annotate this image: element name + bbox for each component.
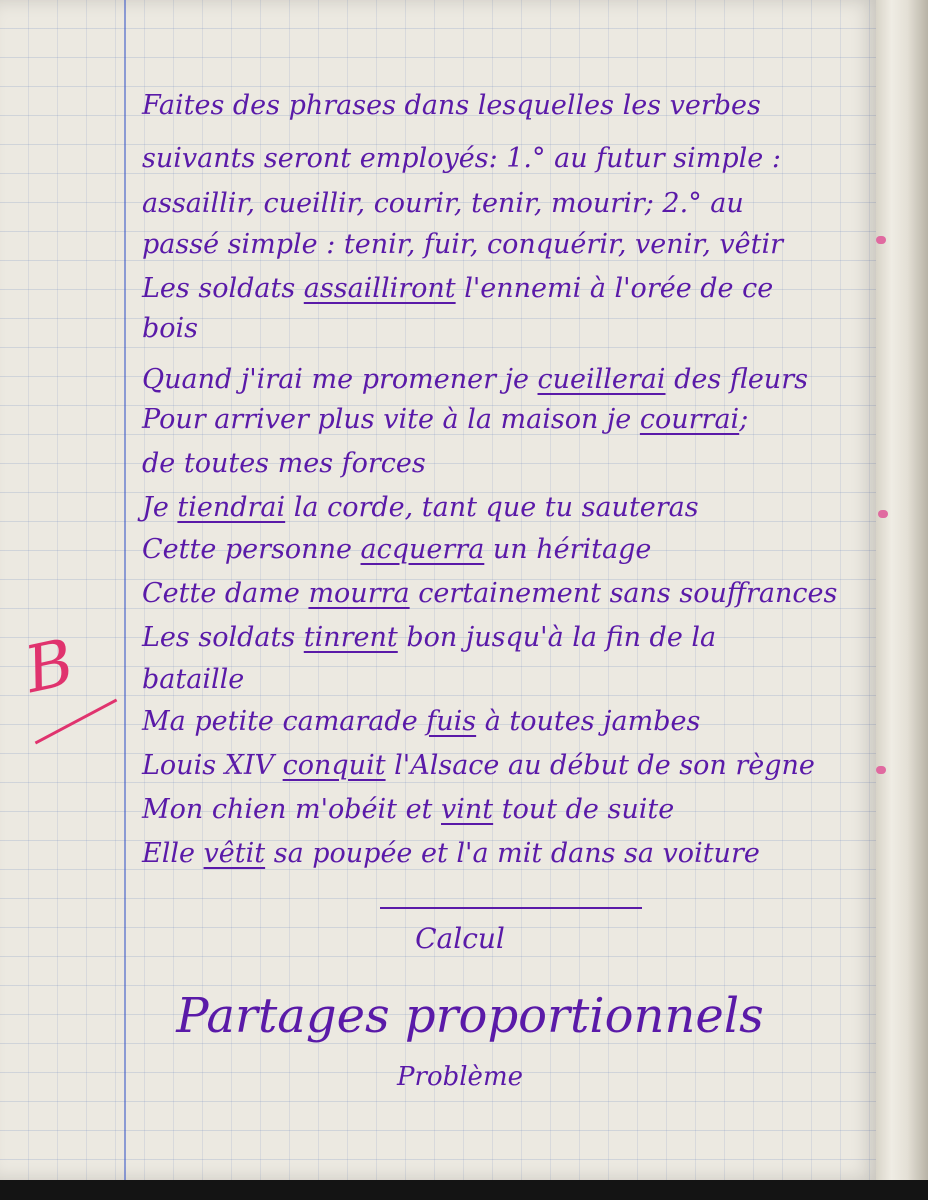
page-bottom-edge (0, 1180, 928, 1200)
sentence-line: Cette dame mourra certainement sans souffrances (142, 578, 838, 609)
sentence-line: Ma petite camarade fuis à toutes jambes (142, 706, 701, 737)
sentence-line: Pour arriver plus vite à la maison je courrai; (142, 404, 749, 435)
page-subtitle: Problème (397, 1062, 523, 1092)
underlined-verb: conquit (282, 750, 386, 781)
binding-stitch (878, 510, 888, 518)
sentence-line: Louis XIV conquit l'Alsace au début de son règne (142, 750, 815, 781)
underlined-verb: cueillerai (537, 364, 666, 395)
binding-stitch (876, 236, 886, 244)
sentence-line: Quand j'irai me promener je cueillerai des fleurs (142, 364, 808, 395)
sentence-line: bataille (142, 664, 245, 695)
grade-slash (35, 699, 118, 745)
underlined-verb: assailliront (303, 273, 456, 304)
underlined-verb: fuis (426, 706, 477, 737)
sentence-line: Je tiendrai la corde, tant que tu sauteras (142, 492, 699, 523)
underlined-verb: courrai (639, 404, 740, 435)
underlined-verb: tinrent (303, 622, 398, 653)
section-label: Calcul (415, 922, 505, 955)
underlined-verb: acquerra (360, 534, 485, 565)
instruction-line-3: assaillir, cueillir, courir, tenir, mourir; 2.° au (142, 188, 744, 219)
sentence-line: bois (142, 313, 199, 344)
instruction-line-1: Faites des phrases dans lesquelles les verbes (142, 90, 761, 121)
underlined-verb: vint (441, 794, 494, 825)
underlined-verb: mourra (308, 578, 410, 609)
sentence-line: Les soldats assailliront l'ennemi à l'orée de ce (142, 273, 774, 304)
sentence-line: Cette personne acquerra un héritage (142, 534, 652, 565)
underlined-verb: vêtit (203, 838, 266, 869)
underlined-verb: tiendrai (177, 492, 286, 523)
instruction-line-2: suivants seront employés: 1.° au futur simple : (142, 143, 781, 174)
grade-mark: B (18, 625, 81, 709)
separator-rule (380, 907, 642, 909)
sentence-line: de toutes mes forces (142, 448, 426, 479)
instruction-line-4: passé simple : tenir, fuir, conquérir, venir, vêtir (142, 229, 784, 260)
sentence-line: Mon chien m'obéit et vint tout de suite (142, 794, 675, 825)
notebook-binding (876, 0, 928, 1180)
binding-stitch (876, 766, 886, 774)
sentence-line: Les soldats tinrent bon jusqu'à la fin de la (142, 622, 717, 653)
sentence-line: Elle vêtit sa poupée et l'a mit dans sa voiture (142, 838, 760, 869)
page-title: Partages proportionnels (176, 988, 764, 1044)
